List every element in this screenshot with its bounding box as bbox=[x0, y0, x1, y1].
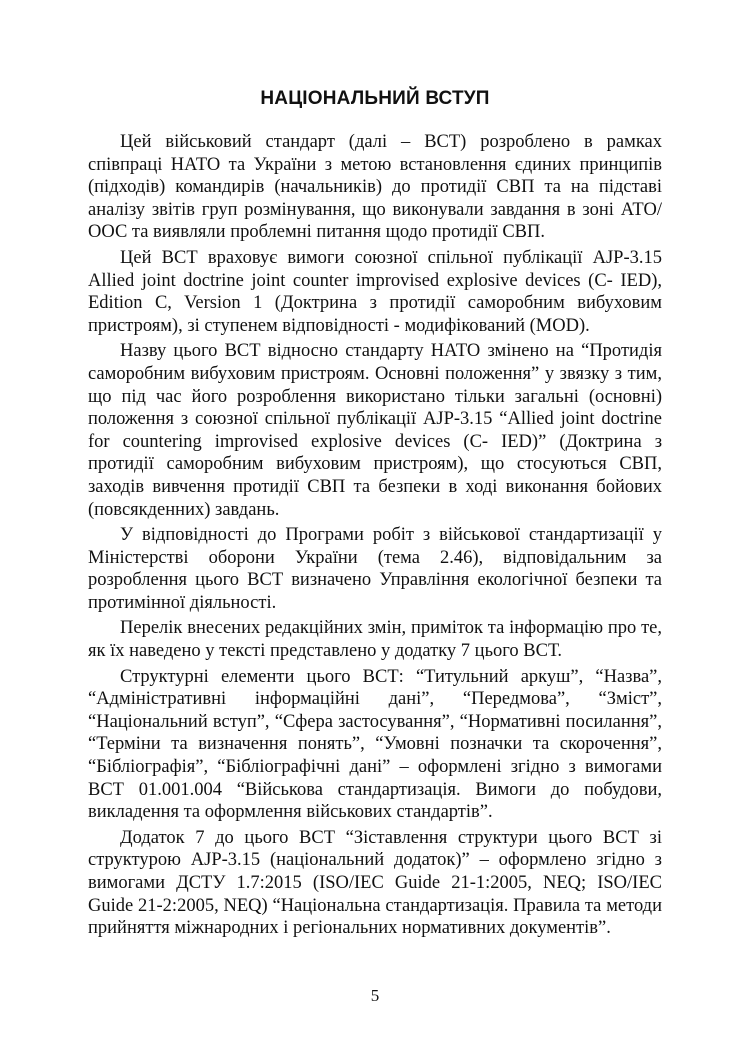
paragraph-purpose: Цей військовий стандарт (далі – ВСТ) розроблено в рамках співпраці НАТО та України з метою встановлення єдиних принципів (підходів) командирів (начальників) до протидії СВП та на підставі аналізу звітів груп розмінування, що виконували завдання в зоні АТО/ООС та виявляли проблемні питання щодо протидії СВП. bbox=[88, 132, 662, 243]
paragraph-annex-7: Додаток 7 до цього ВСТ “Зіставлення структури цього ВСТ зі структурою AJP-3.15 (національний додаток)” – оформлено згідно з вимогами ДСТУ 1.7:2015 (ISO/IEC Guide 21-1:2005, NEQ; ISO/IEC Guide 21-2:2005, NEQ) “Національна стандартизація. Правила та методи прийняття міжнародних і регіональних нормативних документів”. bbox=[88, 827, 662, 939]
page-number: 5 bbox=[370, 986, 380, 1005]
paragraph-title-change: Назву цього ВСТ відносно стандарту НАТО змінено на “Протидія саморобним вибуховим пристроям. Основні положення” у звязку з тим, що під час його розроблення використано тільки загальні (основні) положення з союзної спільної публікації AJP-3.15 “Allied joint doctrine for countering improvised explosive devices (C- IED)” (Доктрина з протидії саморобним вибуховим пристроям), що стосуються СВП, заходів вивчення протидії СВП та безпеки в ході виконання бойових (повсякденних) завдань. bbox=[88, 341, 662, 520]
paragraph-editorial-changes: Перелік внесених редакційних змін, приміток та інформацію про те, як їх наведено у тексті представлено у додатку 7 цього ВСТ. bbox=[88, 618, 662, 662]
body-text bbox=[88, 131, 662, 943]
paragraph-program: У відповідності до Програми робіт з військової стандартизації у Міністерстві оборони України (тема 2.46), відповідальним за розроблення цього ВСТ визначено Управління екологічної безпеки та протимінної діяльності. bbox=[88, 525, 662, 613]
section-heading: НАЦІОНАЛЬНИЙ ВСТУП bbox=[260, 88, 490, 109]
paragraph-nato-requirements: Цей ВСТ враховує вимоги союзної спільної публікації AJP-3.15 Allied joint doctrine joint counter improvised explosive devices (C- IED), Edition C, Version 1 (Доктрина з протидії саморобним вибуховим пристроям), зі ступенем відповідності - модифікований (MOD). bbox=[88, 247, 662, 336]
paragraph-structural-elements: Структурні елементи цього ВСТ: “Титульний аркуш”, “Назва”, “Адміністративні інформаційні дані”, “Передмова”, “Зміст”, “Національний вступ”, “Сфера застосування”, “Нормативні посилання”, “Терміни та визначення понять”, “Умовні позначки та скорочення”, “Бібліографія”, “Бібліографічні дані” – оформлені згідно з вимогами ВСТ 01.001.004 “Військова стандартизація. Вимоги до побудови, викладення та оформлення військових стандартів”. bbox=[88, 666, 662, 823]
